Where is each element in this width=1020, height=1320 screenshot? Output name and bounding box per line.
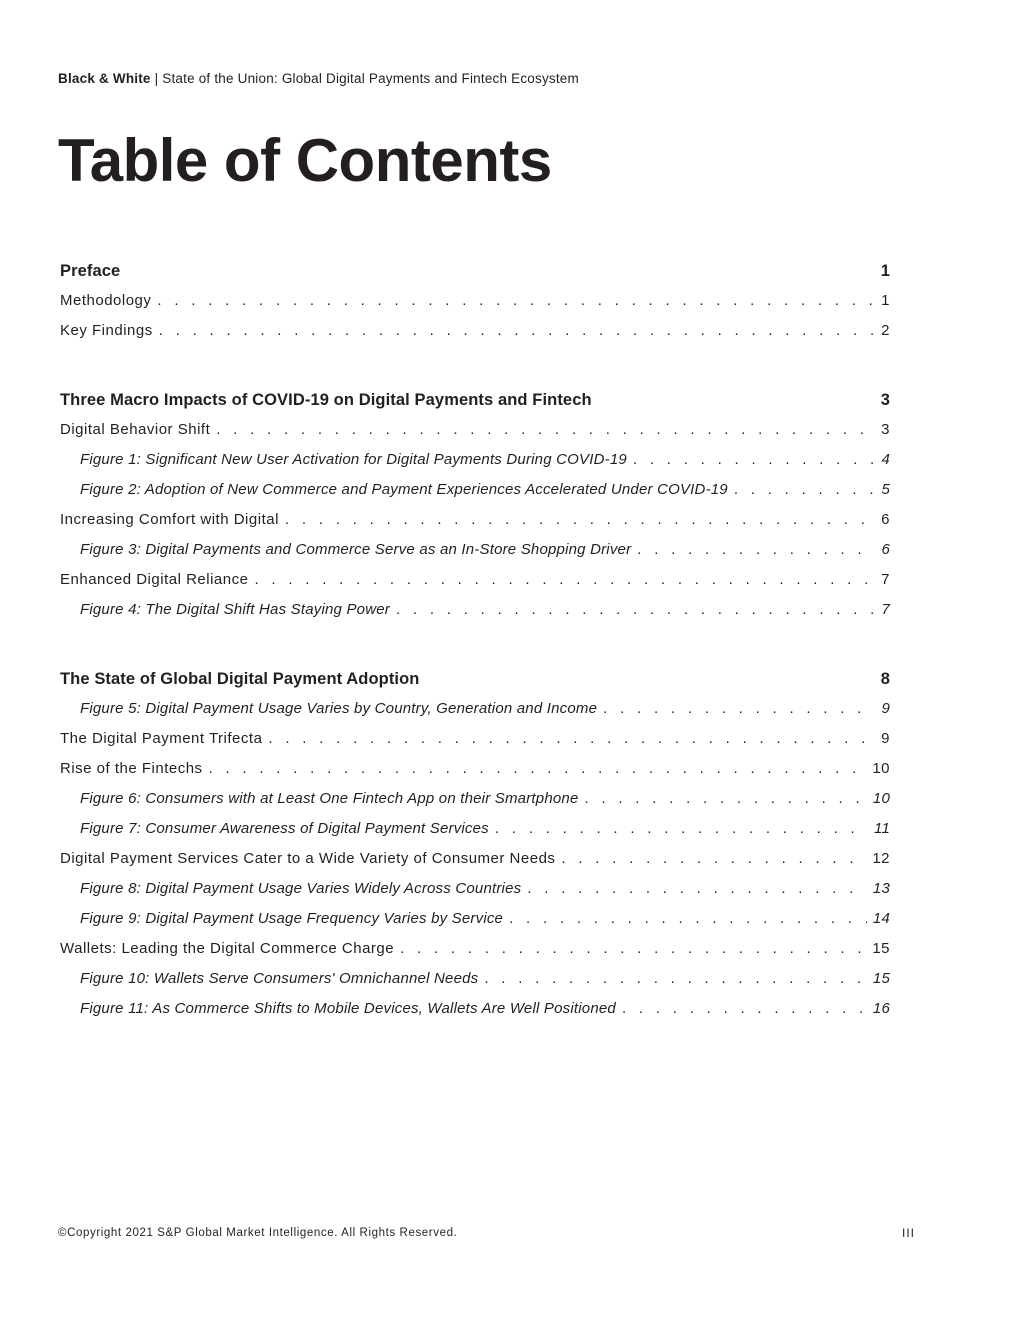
dot-leader	[157, 286, 874, 316]
header-separator: |	[154, 71, 159, 86]
toc-page-number: 7	[881, 571, 890, 588]
toc-figure-entry[interactable]	[60, 874, 890, 904]
toc-figure-entry[interactable]	[60, 595, 890, 625]
toc-page-number: 1	[880, 262, 890, 280]
brand-name: Black & White	[58, 71, 151, 86]
dot-leader	[209, 754, 867, 784]
dot-leader	[268, 724, 874, 754]
toc-page-number: 10	[872, 760, 890, 777]
toc-figure-entry[interactable]	[60, 784, 890, 814]
toc-page-number: 4	[881, 451, 890, 468]
toc-page-number: 3	[881, 421, 890, 438]
toc-entry-label: Figure 10: Wallets Serve Consumers' Omnichannel Needs	[80, 970, 479, 987]
toc-entry-label: Figure 9: Digital Payment Usage Frequency Varies by Service	[80, 910, 504, 927]
toc-page-number: 3	[880, 391, 890, 409]
toc-entry-label: Preface	[60, 262, 121, 280]
toc-subsection-entry[interactable]	[60, 316, 890, 346]
toc-page-number: 9	[881, 700, 890, 717]
toc-subsection-entry[interactable]	[60, 286, 890, 316]
toc-subsection-entry[interactable]	[60, 565, 890, 595]
toc-figure-entry[interactable]	[60, 994, 890, 1024]
toc-page-number: 13	[872, 880, 890, 897]
running-header	[58, 71, 579, 86]
toc-page-number: 6	[881, 511, 890, 528]
toc-entry-label: Digital Behavior Shift	[60, 421, 211, 438]
toc-subsection-entry[interactable]	[60, 754, 890, 784]
dot-leader	[633, 445, 874, 475]
toc-figure-entry[interactable]	[60, 445, 890, 475]
toc-section-heading[interactable]	[60, 385, 890, 415]
toc-subsection-entry[interactable]	[60, 844, 890, 874]
toc-page-number: 15	[872, 940, 890, 957]
toc-section-heading[interactable]	[60, 664, 890, 694]
footer-copyright: ©Copyright 2021 S&P Global Market Intelligence. All Rights Reserved.	[58, 1227, 458, 1239]
dot-leader	[396, 595, 874, 625]
toc-entry-label: Key Findings	[60, 322, 153, 339]
toc-entry-label: The State of Global Digital Payment Adoption	[60, 670, 420, 688]
toc-figure-entry[interactable]	[60, 475, 890, 505]
toc-page-number: 14	[872, 910, 890, 927]
toc-entry-label: Figure 3: Digital Payments and Commerce Serve as an In-Store Shopping Driver	[80, 541, 632, 558]
report-subtitle: State of the Union: Global Digital Payments and Fintech Ecosystem	[162, 71, 579, 86]
toc-page-number: 6	[881, 541, 890, 558]
table-of-contents	[60, 256, 890, 1063]
toc-entry-label: The Digital Payment Trifecta	[60, 730, 263, 747]
dot-leader	[585, 784, 867, 814]
toc-figure-entry[interactable]	[60, 535, 890, 565]
toc-page-number: 5	[881, 481, 890, 498]
dot-leader	[484, 964, 867, 994]
footer-page-number: III	[902, 1226, 916, 1240]
dot-leader	[603, 694, 874, 724]
dot-leader	[400, 934, 866, 964]
toc-entry-label: Rise of the Fintechs	[60, 760, 203, 777]
toc-page-number: 12	[872, 850, 890, 867]
toc-entry-label: Three Macro Impacts of COVID-19 on Digital Payments and Fintech	[60, 391, 592, 409]
page-title: Table of Contents	[58, 127, 552, 194]
toc-entry-label: Figure 5: Digital Payment Usage Varies by Country, Generation and Income	[80, 700, 598, 717]
toc-page-number: 11	[874, 820, 890, 837]
toc-entry-label: Methodology	[60, 292, 152, 309]
dot-leader	[159, 316, 874, 346]
dot-leader	[622, 994, 867, 1024]
toc-page-number: 1	[881, 292, 890, 309]
toc-figure-entry[interactable]	[60, 904, 890, 934]
dot-leader	[527, 874, 867, 904]
toc-figure-entry[interactable]	[60, 694, 890, 724]
toc-subsection-entry[interactable]	[60, 505, 890, 535]
toc-page-number: 15	[872, 970, 890, 987]
toc-page-number: 9	[881, 730, 890, 747]
toc-page-number: 16	[872, 1000, 890, 1017]
dot-leader	[285, 505, 874, 535]
toc-entry-label: Figure 7: Consumer Awareness of Digital Payment Services	[80, 820, 489, 837]
toc-section	[60, 385, 890, 625]
dot-leader	[637, 535, 874, 565]
toc-figure-entry[interactable]	[60, 964, 890, 994]
dot-leader	[495, 814, 868, 844]
toc-section-heading[interactable]	[60, 256, 890, 286]
toc-entry-label: Figure 2: Adoption of New Commerce and Payment Experiences Accelerated Under COVID-19	[80, 481, 728, 498]
toc-entry-label: Figure 8: Digital Payment Usage Varies Widely Across Countries	[80, 880, 522, 897]
dot-leader	[254, 565, 874, 595]
toc-page-number: 7	[881, 601, 890, 618]
toc-entry-label: Figure 11: As Commerce Shifts to Mobile Devices, Wallets Are Well Positioned	[80, 1000, 616, 1017]
dot-leader	[216, 415, 874, 445]
toc-entry-label: Enhanced Digital Reliance	[60, 571, 249, 588]
toc-page-number: 2	[881, 322, 890, 339]
toc-page-number: 10	[872, 790, 890, 807]
toc-subsection-entry[interactable]	[60, 415, 890, 445]
toc-page-number: 8	[880, 670, 890, 688]
dot-leader	[509, 904, 867, 934]
toc-entry-label: Figure 4: The Digital Shift Has Staying Power	[80, 601, 390, 618]
dot-leader	[734, 475, 874, 505]
toc-figure-entry[interactable]	[60, 814, 890, 844]
toc-subsection-entry[interactable]	[60, 934, 890, 964]
toc-entry-label: Wallets: Leading the Digital Commerce Charge	[60, 940, 395, 957]
toc-entry-label: Figure 6: Consumers with at Least One Fintech App on their Smartphone	[80, 790, 579, 807]
toc-section	[60, 256, 890, 346]
toc-entry-label: Increasing Comfort with Digital	[60, 511, 279, 528]
toc-entry-label: Figure 1: Significant New User Activation for Digital Payments During COVID-19	[80, 451, 627, 468]
toc-subsection-entry[interactable]	[60, 724, 890, 754]
dot-leader	[561, 844, 866, 874]
toc-entry-label: Digital Payment Services Cater to a Wide Variety of Consumer Needs	[60, 850, 556, 867]
toc-section	[60, 664, 890, 1024]
